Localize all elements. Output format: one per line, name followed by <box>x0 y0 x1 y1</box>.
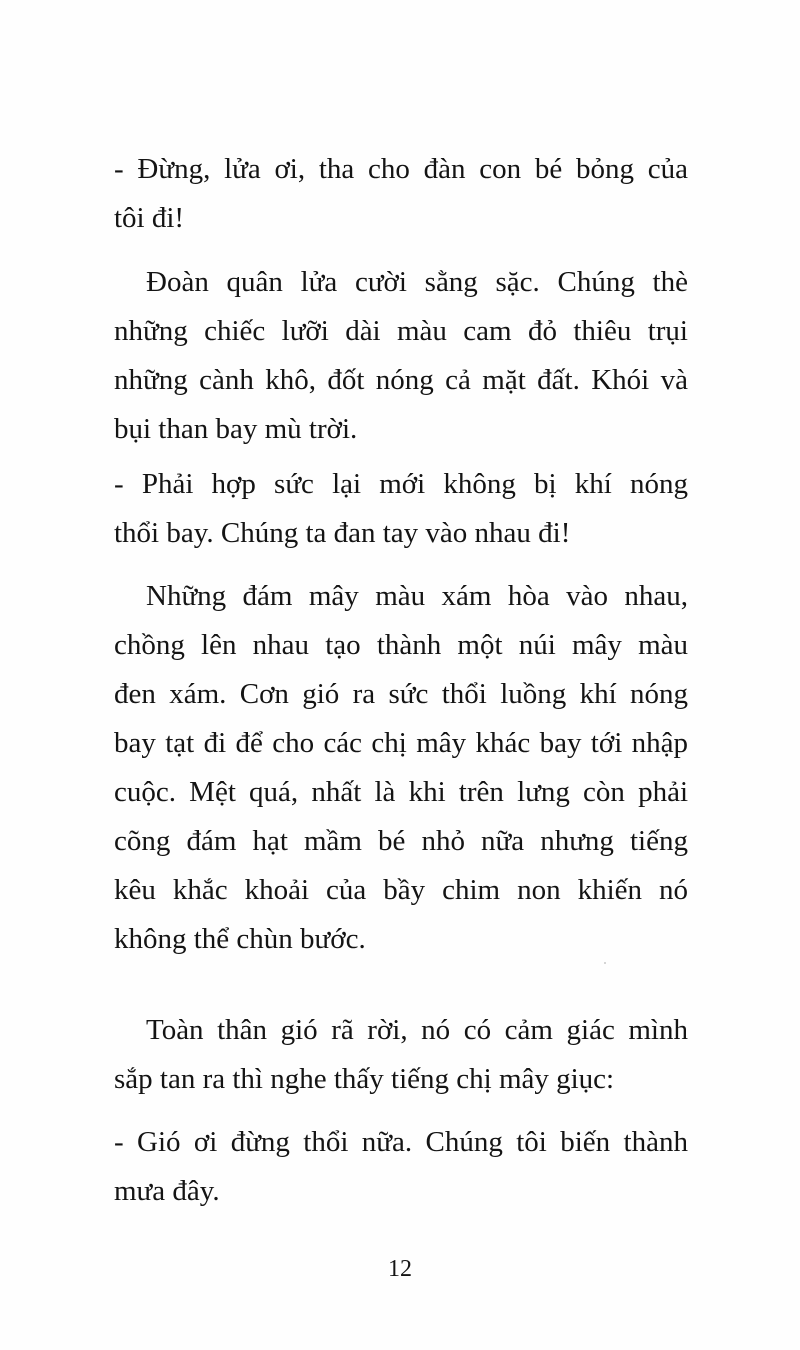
text-line: những chiếc lưỡi dài màu cam đỏ thiêu trụi <box>114 315 688 347</box>
page-number: 12 <box>388 1256 412 1282</box>
text-line: cõng đám hạt mầm bé nhỏ nữa nhưng tiếng <box>114 825 688 857</box>
text-line: mưa đây. <box>114 1175 220 1207</box>
text-line: chồng lên nhau tạo thành một núi mây màu <box>114 629 688 661</box>
page-speck <box>604 962 606 964</box>
text-line: sắp tan ra thì nghe thấy tiếng chị mây giục: <box>114 1063 615 1095</box>
text-line: cuộc. Mệt quá, nhất là khi trên lưng còn phải <box>114 776 688 808</box>
text-line: kêu khắc khoải của bầy chim non khiến nó <box>114 874 688 906</box>
paragraph-grey-clouds <box>114 572 688 964</box>
paragraph-fire-army <box>114 258 688 454</box>
text-line: bay tạt đi để cho các chị mây khác bay tới nhập <box>114 727 688 759</box>
paragraph-dialogue-join-hands <box>114 460 688 558</box>
text-line: đen xám. Cơn gió ra sức thổi luồng khí nóng <box>114 678 688 710</box>
text-line: - Đừng, lửa ơi, tha cho đàn con bé bỏng của <box>114 153 688 185</box>
text-line: thổi bay. Chúng ta đan tay vào nhau đi! <box>114 517 571 549</box>
paragraph-dialogue-rain <box>114 1118 688 1216</box>
paragraph-wind-exhausted <box>114 1006 688 1104</box>
paragraph-dialogue-fire-plea <box>114 145 688 243</box>
text-line: Toàn thân gió rã rời, nó có cảm giác mình <box>146 1014 688 1046</box>
text-line: - Gió ơi đừng thổi nữa. Chúng tôi biến thành <box>114 1126 688 1158</box>
text-line: không thể chùn bước. <box>114 923 366 955</box>
text-line: Những đám mây màu xám hòa vào nhau, <box>146 580 688 612</box>
text-line: Đoàn quân lửa cười sằng sặc. Chúng thè <box>146 266 688 298</box>
text-line: bụi than bay mù trời. <box>114 413 358 445</box>
text-line: - Phải hợp sức lại mới không bị khí nóng <box>114 468 688 500</box>
text-line: những cành khô, đốt nóng cả mặt đất. Khói và <box>114 364 688 396</box>
text-line: tôi đi! <box>114 202 185 234</box>
